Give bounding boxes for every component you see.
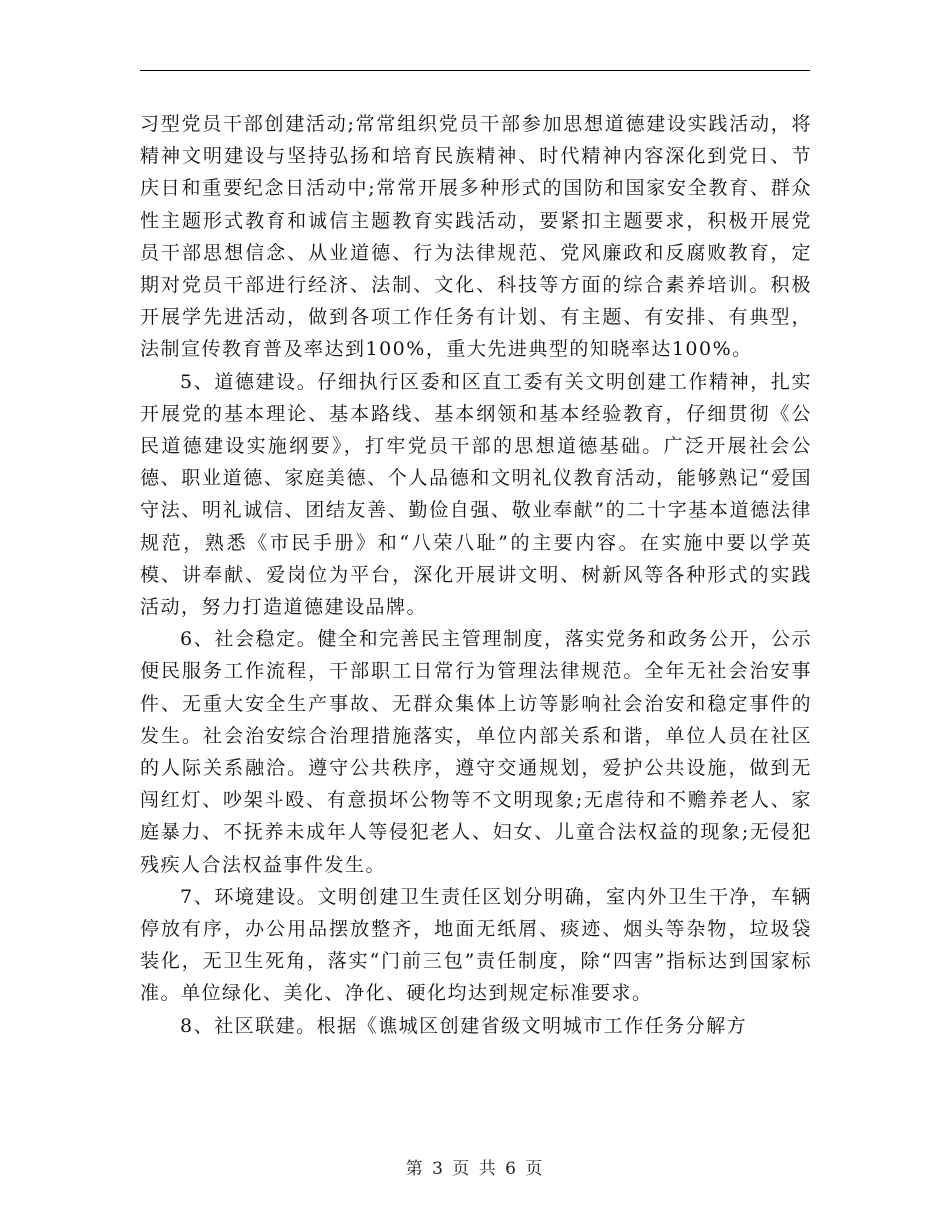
paragraph-community-joint-construction: 8、社区联建。根据《谯城区创建省级文明城市工作任务分解方 — [180, 1014, 748, 1037]
document-body — [140, 108, 812, 1042]
paragraph-continuation: 习型党员干部创建活动;常常组织党员干部参加思想道德建设实践活动，将精神文明建设与坚持弘扬和培育民族精神、时代精神内容深化到党日、节庆日和重要纪念日活动中;常常开展多种形式的国防和国家安全教育、群众性主题形式教育和诚信主题教育实践活动，要紧扣主题要求，积极开展党员干部思想信念、从业道德、行为法律规范、党风廉政和反腐败教育，定期对党员干部进行经济、法制、文化、科技等方面的综合素养培训。积极开展学先进活动，做到各项工作任务有计划、有主题、有安排、有典型，法制宣传教育普及率达到100%，重大先进典型的知晓率达100%。 — [140, 113, 812, 361]
paragraph-social-stability: 6、社会稳定。健全和完善民主管理制度，落实党务和政务公开，公示便民服务工作流程，干部职工日常行为管理法律规范。全年无社会治安事件、无重大安全生产事故、无群众集体上访等影响社会治安和稳定事件的发生。社会治安综合治理措施落实，单位内部关系和谐，单位人员在社区的人际关系融洽。遵守公共秩序，遵守交通规划，爱护公共设施，做到无闯红灯、吵架斗殴、有意损坏公物等不文明现象;无虐待和不赡养老人、家庭暴力、不抚养未成年人等侵犯老人、妇女、儿童合法权益的现象;无侵犯残疾人合法权益事件发生。 — [140, 628, 812, 876]
paragraph-environment-construction: 7、环境建设。文明创建卫生责任区划分明确，室内外卫生干净，车辆停放有序，办公用品摆放整齐，地面无纸屑、痰迹、烟头等杂物，垃圾袋装化，无卫生死角，落实“门前三包”责任制度，除“四害”指标达到国家标准。单位绿化、美化、净化、硬化均达到规定标准要求。 — [140, 885, 812, 1005]
paragraph-moral-construction: 5、道德建设。仔细执行区委和区直工委有关文明创建工作精神，扎实开展党的基本理论、基本路线、基本纲领和基本经验教育，仔细贯彻《公民道德建设实施纲要》，打牢党员干部的思想道德基础。广泛开展社会公德、职业道德、家庭美德、个人品德和文明礼仪教育活动，能够熟记“爱国守法、明礼诚信、团结友善、勤俭自强、敬业奉献”的二十字基本道德法律规范，熟悉《市民手册》和“八荣八耻”的主要内容。在实施中要以学英模、讲奉献、爱岗位为平台，深化开展讲文明、树新风等各种形式的实践活动，努力打造道德建设品牌。 — [140, 370, 812, 619]
page-number-footer: 第 3 页 共 6 页 — [405, 1159, 545, 1179]
header-rule — [140, 70, 810, 71]
